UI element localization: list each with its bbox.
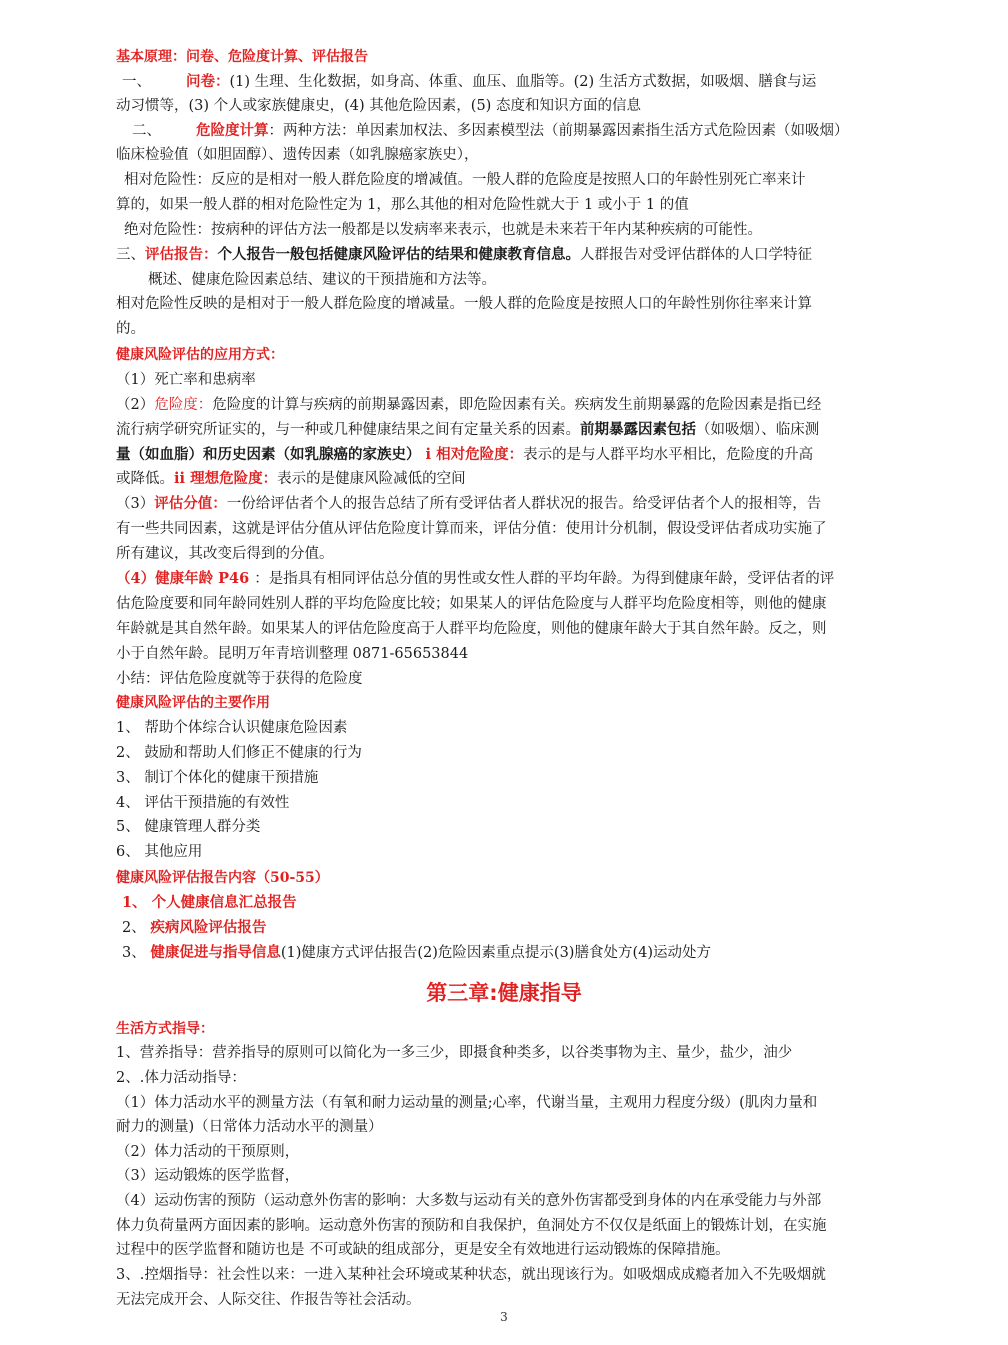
paragraph-line bbox=[116, 419, 896, 441]
paragraph-line: 的。 bbox=[116, 321, 145, 337]
paragraph-line: （3）运动锻炼的医学监督， bbox=[116, 1168, 300, 1184]
key-term: 健康促进与指导信息 bbox=[150, 944, 281, 961]
chapter-title: 第三章:健康指导 bbox=[426, 981, 582, 1005]
line-text: 表示的是与人群平均水平相比，危险度的升高 bbox=[523, 447, 814, 463]
paragraph-line: 绝对危险性：按病种的评估方法一般都是以发病率来表示，也就是未来若干年内某种疾病的可能性。 bbox=[124, 222, 762, 238]
line-text: ：两种方法：单因素加权法、多因素模型法（前期暴露因素指生活方式危险因素（如吸烟） bbox=[268, 123, 849, 139]
paragraph-line: 1、营养指导：营养指导的原则可以简化为一多三少，即摄食种类多，以谷类事物为主、量少，盐少，油少 bbox=[116, 1045, 793, 1061]
section-heading-report-content: 健康风险评估报告内容（50-55） bbox=[116, 870, 329, 886]
list-index: 3、 bbox=[122, 945, 151, 961]
line-text: （如吸烟）、临床测 bbox=[696, 422, 820, 438]
paragraph-line: 小结：评估危险度就等于获得的危险度 bbox=[116, 671, 363, 687]
paragraph-line bbox=[116, 568, 896, 590]
list-item bbox=[116, 917, 902, 939]
list-index: 二、 bbox=[132, 123, 161, 139]
key-term: （4）健康年龄 P46 bbox=[116, 570, 255, 587]
line-text: (1)健康方式评估报告(2)危险因素重点提示(3)膳食处方(4)运动处方 bbox=[280, 945, 711, 961]
line-text: 流行病学研究所证实的，与一种或几种健康结果之间有定量关系的因素。 bbox=[116, 422, 580, 438]
paragraph-line: （2）体力活动的干预原则， bbox=[116, 1144, 300, 1160]
bold-text: 前期暴露因素包括 bbox=[580, 421, 696, 438]
paragraph-line: 概述、健康危险因素总结、建议的干预措施和方法等。 bbox=[148, 272, 496, 288]
list-index: （3） bbox=[116, 496, 155, 512]
list-item: 5、 健康管理人群分类 bbox=[116, 819, 261, 835]
key-term: 评估分值： bbox=[154, 495, 227, 512]
key-term: i 相对危险度： bbox=[420, 446, 524, 463]
paragraph-line: 有一些共同因素，这就是评估分值从评估危险度计算而来，评估分值：使用计分机制，假设受评估者成功实施了 bbox=[116, 521, 827, 537]
line-text: 表示的是健康风险减低的空间 bbox=[277, 471, 466, 487]
paragraph-line bbox=[116, 120, 896, 142]
paragraph-line: 相对危险性：反应的是相对一般人群危险度的增减值。一般人群的危险度是按照人口的年龄性别死亡率来计 bbox=[124, 172, 806, 188]
paragraph-line: 耐力的测量)（日常体力活动水平的测量） bbox=[116, 1119, 383, 1135]
list-item: 2、 鼓励和帮助人们修正不健康的行为 bbox=[116, 745, 362, 761]
key-term: 危险度计算 bbox=[196, 122, 269, 139]
key-term: 危险度： bbox=[154, 397, 213, 413]
bold-text: 量（如血脂）和历史因素（如乳腺癌的家族史） bbox=[116, 446, 421, 463]
paragraph-line: （1）死亡率和患病率 bbox=[116, 372, 256, 388]
line-text: 一份给评估者个人的报告总结了所有受评估者人群状况的报告。给受评估者个人的报相等，告 bbox=[226, 496, 822, 512]
paragraph-line: 相对危险性反映的是相对于一般人群危险度的增减量。一般人群的危险度是按照人口的年龄性别你往率来计算 bbox=[116, 296, 812, 312]
list-item: 1、 帮助个体综合认识健康危险因素 bbox=[116, 720, 348, 736]
section-heading-basic-principles bbox=[116, 46, 896, 68]
list-index: 2、 bbox=[122, 920, 151, 936]
paragraph-line: 无法完成开会、人际交往、作报告等社会活动。 bbox=[116, 1292, 421, 1308]
key-term: 疾病风险评估报告 bbox=[150, 919, 267, 936]
section-heading-application: 健康风险评估的应用方式： bbox=[116, 347, 284, 363]
paragraph-line: 估危险度要和同年龄同姓别人群的平均危险度比较；如果某人的评估危险度与人群平均危险度相等，则他的健康 bbox=[116, 596, 827, 612]
paragraph-line bbox=[116, 244, 896, 266]
heading-text: ：问卷、危险度计算、评估报告 bbox=[172, 49, 368, 65]
page-number: 3 bbox=[500, 1310, 508, 1324]
paragraph-line: （1）体力活动水平的测量方法（有氧和耐力运动量的测量;心率，代谢当量，主观用力程度分级）(肌肉力量和 bbox=[116, 1095, 818, 1111]
paragraph-line bbox=[116, 468, 896, 490]
bold-text: 个人报告一般包括健康风险评估的结果和健康教育信息。 bbox=[217, 246, 580, 263]
key-term: ii 理想危险度： bbox=[174, 470, 278, 487]
paragraph-line: 2、.体力活动指导： bbox=[116, 1070, 246, 1086]
paragraph-line bbox=[116, 394, 896, 416]
line-text: 或降低。 bbox=[116, 471, 174, 487]
list-item: 6、 其他应用 bbox=[116, 844, 203, 860]
line-text: 危险度的计算与疾病的前期暴露因素，即危险因素有关。疾病发生前期暴露的危险因素是指已经 bbox=[212, 397, 822, 413]
paragraph-line: 所有建议，其改变后得到的分值。 bbox=[116, 546, 334, 562]
list-item bbox=[116, 942, 902, 964]
paragraph-line: 体力负荷量两方面因素的影响。运动意外伤害的预防和自我保护，鱼洞处方不仅仅是纸面上的锻炼计划，在实施 bbox=[116, 1218, 827, 1234]
list-index: 一、 bbox=[122, 74, 151, 90]
heading-label: 基本原理 bbox=[116, 49, 172, 65]
list-index: 三、 bbox=[116, 247, 145, 263]
list-item: 4、 评估干预措施的有效性 bbox=[116, 795, 290, 811]
paragraph-line bbox=[116, 71, 896, 93]
section-heading-main-roles: 健康风险评估的主要作用 bbox=[116, 695, 270, 711]
line-text: 人群报告对受评估群体的人口学特征 bbox=[580, 247, 812, 263]
key-term: 评估报告： bbox=[145, 246, 218, 263]
line-text: ：是指具有相同评估总分值的男性或女性人群的平均年龄。为得到健康年龄，受评估者的评 bbox=[254, 571, 835, 587]
paragraph-line bbox=[116, 493, 896, 515]
paragraph-line: 过程中的医学监督和随访也是 不可或缺的组成部分，更是安全有效地进行运动锻炼的保障措施。 bbox=[116, 1242, 730, 1258]
paragraph-line: （4）运动伤害的预防（运动意外伤害的影响：大多数与运动有关的意外伤害都受到身体的内在承受能力与外部 bbox=[116, 1193, 822, 1209]
paragraph-line: 3、.控烟指导：社会性以来：一进入某种社会环境或某种状态，就出现该行为。如吸烟成成瘾者加入不先吸烟就 bbox=[116, 1267, 826, 1283]
line-text: (1) 生理、生化数据，如身高、体重、血压、血脂等。(2) 生活方式数据，如吸烟、膳食与运 bbox=[229, 74, 817, 90]
list-index: （2） bbox=[116, 397, 155, 413]
section-heading-lifestyle: 生活方式指导： bbox=[116, 1021, 214, 1037]
paragraph-line: 动习惯等，(3) 个人或家族健康史，(4) 其他危险因素，(5) 态度和知识方面的信息 bbox=[116, 98, 641, 114]
key-term: 问卷： bbox=[186, 73, 230, 90]
paragraph-line: 小于自然年龄。昆明万年青培训整理 0871-65653844 bbox=[116, 646, 469, 662]
paragraph-line: 年龄就是其自然年龄。如果某人的评估危险度高于人群平均危险度，则他的健康年龄大于其自然年龄。反之，则 bbox=[116, 621, 827, 637]
paragraph-line bbox=[116, 444, 896, 466]
paragraph-line: 算的，如果一般人群的相对危险性定为 1，那么其他的相对危险性就大于 1 或小于 1 的值 bbox=[116, 197, 689, 213]
list-item: 1、 个人健康信息汇总报告 bbox=[122, 894, 297, 911]
list-item: 3、 制订个体化的健康干预措施 bbox=[116, 770, 319, 786]
paragraph-line: 临床检验值（如胆固醇）、遗传因素（如乳腺癌家族史）， bbox=[116, 147, 479, 163]
